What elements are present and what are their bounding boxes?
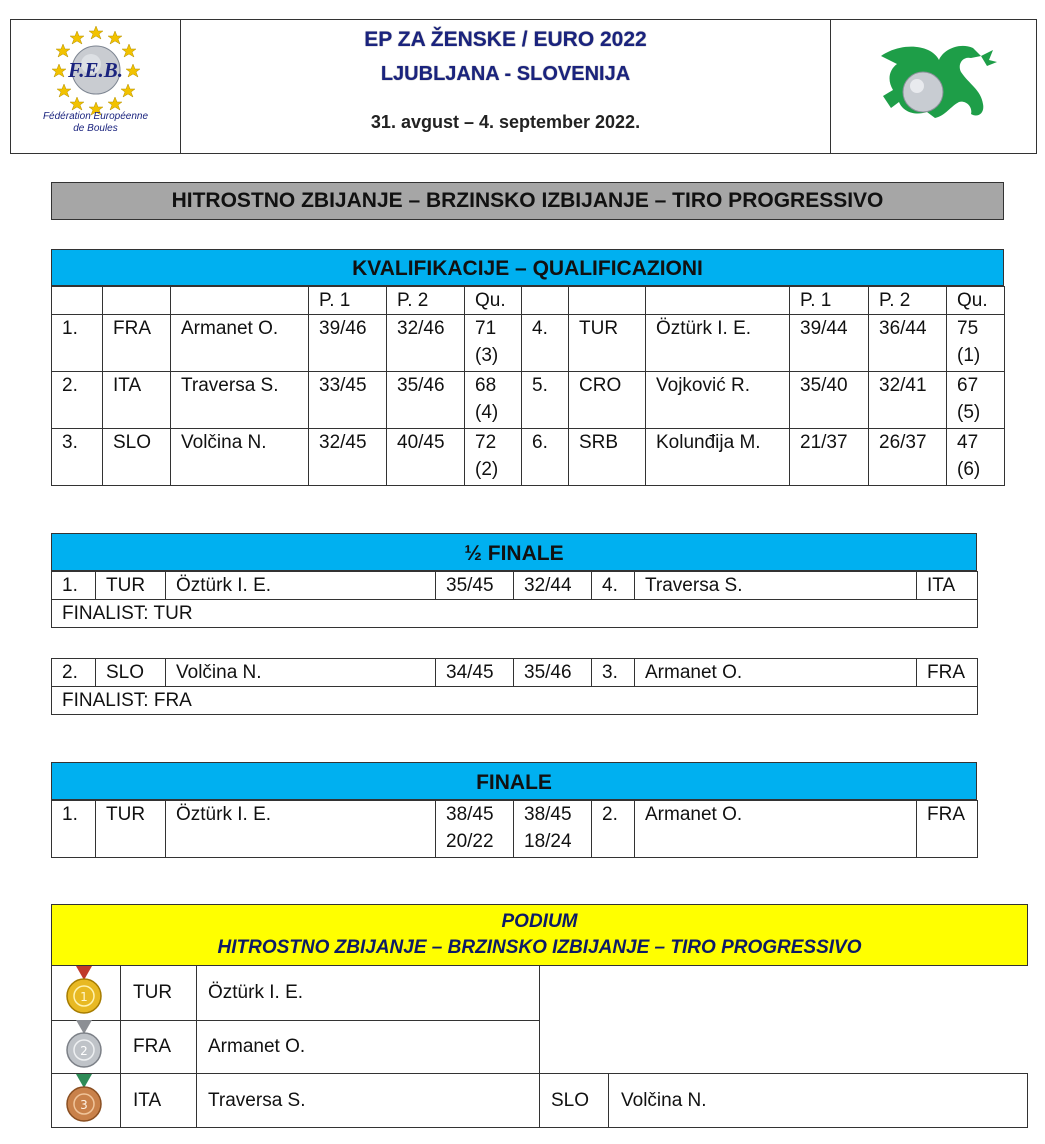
p1-score <box>436 801 514 858</box>
gold-medal-icon <box>64 966 104 1018</box>
gold-nation: TUR <box>133 982 173 1003</box>
qualifications-title <box>51 249 1004 286</box>
blank-cell <box>522 287 569 315</box>
bronze-name: Traversa S. <box>208 1090 306 1111</box>
p1-score: 34/45 <box>436 659 514 687</box>
rank: 3. <box>592 659 635 687</box>
qu-total: 75 <box>957 318 979 339</box>
dragon-logo <box>831 20 1036 153</box>
qu-position: (2) <box>475 459 499 480</box>
p1-score: 35/40 <box>790 372 869 429</box>
p2-score: 36/44 <box>869 315 947 372</box>
qu-total: 68 <box>475 375 497 396</box>
semifinal-title-text: ½ FINALE <box>464 542 564 565</box>
player-name: Armanet O. <box>635 801 917 858</box>
qu-score <box>465 315 522 372</box>
logo-text: F.E.B. <box>67 58 124 82</box>
player-name: Öztürk I. E. <box>166 801 436 858</box>
logo-caption-2: de Boules <box>73 123 118 134</box>
silver-name: Armanet O. <box>208 1036 306 1057</box>
nation: SLO <box>96 659 166 687</box>
qualifications-table <box>51 286 1005 486</box>
semifinal-match-1 <box>51 571 978 628</box>
header-logo-cell <box>10 19 181 154</box>
svg-text:2: 2 <box>80 1044 88 1058</box>
nation: CRO <box>569 372 646 429</box>
table-row <box>52 315 1005 372</box>
nation: ITA <box>917 572 978 600</box>
qu-total: 72 <box>475 432 497 453</box>
rank: 1. <box>52 801 96 858</box>
qu-position: (6) <box>957 459 981 480</box>
player-name: Traversa S. <box>635 572 917 600</box>
final-title <box>51 762 977 800</box>
rank: 2. <box>52 659 96 687</box>
player-name: Volčina N. <box>171 429 309 486</box>
header-p2: P. 2 <box>387 287 465 315</box>
p1-game-b: 20/22 <box>446 831 494 852</box>
qualifications-title-text: KVALIFIKACIJE – QUALIFICAZIONI <box>352 257 703 280</box>
rank: 3. <box>52 429 103 486</box>
player-name: Armanet O. <box>635 659 917 687</box>
table-row <box>52 572 978 600</box>
player-name: Traversa S. <box>171 372 309 429</box>
p2-score: 32/44 <box>514 572 592 600</box>
rank: 6. <box>522 429 569 486</box>
rank: 5. <box>522 372 569 429</box>
header-p2: P. 2 <box>869 287 947 315</box>
podium-title <box>51 904 1028 966</box>
nation: ITA <box>103 372 171 429</box>
header-p1: P. 1 <box>790 287 869 315</box>
header-title-2: LJUBLJANA - SLOVENIJA <box>380 63 631 85</box>
blank-cell <box>103 287 171 315</box>
finalist-label: FINALIST: TUR <box>52 600 978 628</box>
nation: FRA <box>917 659 978 687</box>
final-title-text: FINALE <box>476 771 552 794</box>
bronze-nation: ITA <box>133 1090 162 1111</box>
podium-title-1: PODIUM <box>501 911 578 932</box>
player-name: Armanet O. <box>171 315 309 372</box>
qu-position: (4) <box>475 402 499 423</box>
header-title-cell <box>180 19 831 154</box>
semifinal-title <box>51 533 977 571</box>
p1-score: 39/44 <box>790 315 869 372</box>
player-name: Öztürk I. E. <box>166 572 436 600</box>
player-name: Öztürk I. E. <box>646 315 790 372</box>
qu-position: (3) <box>475 345 499 366</box>
semifinal-match-2 <box>51 658 978 715</box>
p2-game-a: 38/45 <box>524 804 572 825</box>
final-match <box>51 800 978 858</box>
qu-total: 47 <box>957 432 979 453</box>
player-name: Volčina N. <box>166 659 436 687</box>
rank: 2. <box>52 372 103 429</box>
nation: TUR <box>96 572 166 600</box>
podium-title-2: HITROSTNO ZBIJANJE – BRZINSKO IZBIJANJE – TIRO PROGRESSIVO <box>217 937 862 958</box>
bronze2-name: Volčina N. <box>621 1090 707 1111</box>
silver-nation: FRA <box>133 1036 171 1057</box>
blank-cell <box>171 287 309 315</box>
header-qu: Qu. <box>465 287 522 315</box>
qu-score <box>947 372 1005 429</box>
nation: FRA <box>103 315 171 372</box>
divider <box>120 966 121 1128</box>
p2-score: 32/41 <box>869 372 947 429</box>
nation: TUR <box>569 315 646 372</box>
p1-score: 39/46 <box>309 315 387 372</box>
rank: 1. <box>52 572 96 600</box>
p1-score: 33/45 <box>309 372 387 429</box>
qu-score <box>465 429 522 486</box>
qu-total: 71 <box>475 318 497 339</box>
p2-score: 32/46 <box>387 315 465 372</box>
header-dragon-cell <box>830 19 1037 154</box>
header-qu: Qu. <box>947 287 1005 315</box>
header-p1: P. 1 <box>309 287 387 315</box>
player-name: Vojković R. <box>646 372 790 429</box>
rank: 1. <box>52 315 103 372</box>
finalist-row <box>52 687 978 715</box>
table-row <box>52 372 1005 429</box>
p1-score: 21/37 <box>790 429 869 486</box>
table-row <box>52 429 1005 486</box>
header-dates: 31. avgust – 4. september 2022. <box>370 112 641 132</box>
p2-score: 35/46 <box>387 372 465 429</box>
finalist-row <box>52 600 978 628</box>
rank: 2. <box>592 801 635 858</box>
svg-text:3: 3 <box>80 1098 88 1112</box>
header-title-1: EP ZA ŽENSKE / EURO 2022 <box>364 28 647 51</box>
p2-game-b: 18/24 <box>524 831 572 852</box>
p2-score: 26/37 <box>869 429 947 486</box>
qu-score <box>465 372 522 429</box>
svg-text:1: 1 <box>80 990 88 1004</box>
blank-cell <box>52 287 103 315</box>
nation: FRA <box>917 801 978 858</box>
qu-score <box>947 315 1005 372</box>
p2-score: 35/46 <box>514 659 592 687</box>
p2-score <box>514 801 592 858</box>
divider <box>608 1073 609 1128</box>
qu-score <box>947 429 1005 486</box>
p2-score: 40/45 <box>387 429 465 486</box>
blank-cell <box>569 287 646 315</box>
finalist-label: FINALIST: FRA <box>52 687 978 715</box>
blank-cell <box>646 287 790 315</box>
nation: TUR <box>96 801 166 858</box>
rank: 4. <box>522 315 569 372</box>
nation: SRB <box>569 429 646 486</box>
logo-caption-1: Fédération Européenne <box>42 111 149 122</box>
event-title-text: HITROSTNO ZBIJANJE – BRZINSKO IZBIJANJE – TIRO PROGRESSIVO <box>171 189 884 212</box>
divider <box>196 966 197 1128</box>
qu-total: 67 <box>957 375 979 396</box>
table-row <box>52 659 978 687</box>
bronze-medal-icon <box>64 1074 104 1126</box>
gold-name: Öztürk I. E. <box>208 982 304 1003</box>
p1-score: 35/45 <box>436 572 514 600</box>
bronze2-nation: SLO <box>551 1090 590 1111</box>
p1-score: 32/45 <box>309 429 387 486</box>
divider <box>539 966 540 1074</box>
qu-position: (1) <box>957 345 981 366</box>
rank: 4. <box>592 572 635 600</box>
qu-position: (5) <box>957 402 981 423</box>
table-row <box>52 801 978 858</box>
player-name: Kolunđija M. <box>646 429 790 486</box>
nation: SLO <box>103 429 171 486</box>
event-title <box>51 182 1004 220</box>
silver-medal-icon <box>64 1020 104 1072</box>
qualifications-header-row <box>52 287 1005 315</box>
p1-game-a: 38/45 <box>446 804 494 825</box>
